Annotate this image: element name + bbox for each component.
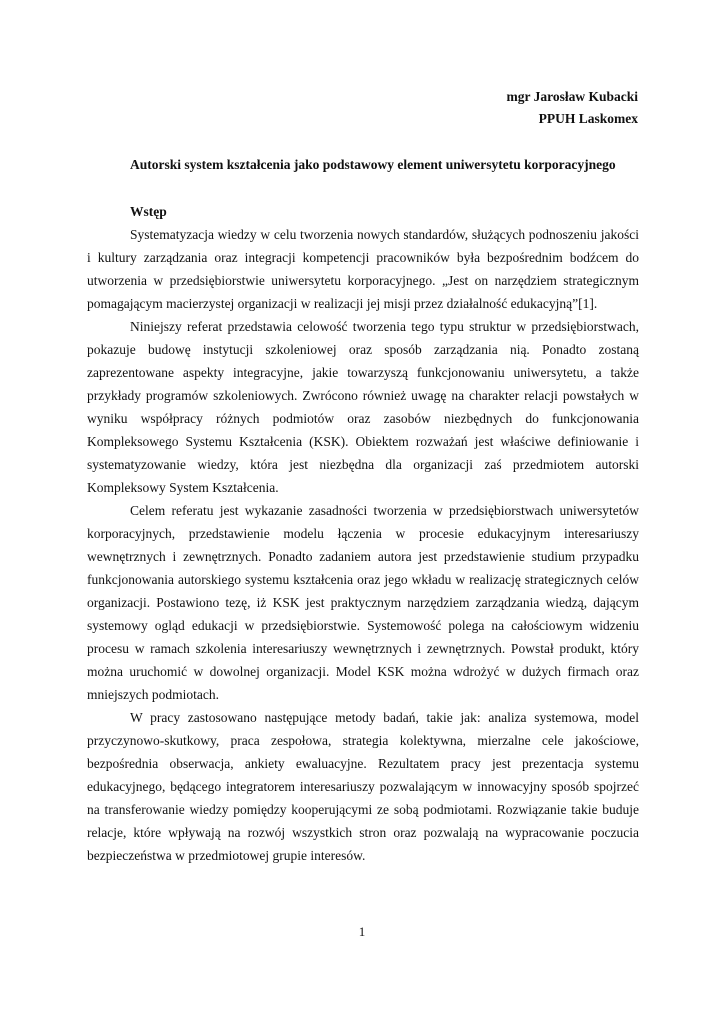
paragraph-1: Systematyzacja wiedzy w celu tworzenia nowych standardów, służących podnoszeniu jakości i kultury zarządzania oraz integracji kompetencji pracowników była bezpośrednim bodźcem do utworzenia w przedsiębiorstwie uniwersytetu korporacyjnego. „Jest on narzędziem strategicznym pomagającym macierzystej organizacji w realizacji jej misji przez działalność edukacyjną”[1].	[87, 227, 639, 311]
author-company: PPUH Laskomex	[538, 111, 638, 126]
author-name: mgr Jarosław Kubacki	[506, 89, 638, 104]
paragraph-3: Celem referatu jest wykazanie zasadności tworzenia w przedsiębiorstwach uniwersytetów korporacyjnych, przedstawienie modelu łączenia w procesie edukacyjnym interesariuszy wewnętrznych i zewnętrznych. Ponadto zadaniem autora jest przedstawienie studium przypadku funkcjonowania autorskiego systemu kształcenia oraz jego wkładu w realizację strategicznych celów organizacji. Postawiono tezę, iż KSK jest praktycznym narzędziem zarządzania wiedzą, dającym systemowy ogląd edukacji w przedsiębiorstwie. Systemowość polega na całościowym widzeniu procesu w ramach szkolenia interesariuszy wewnętrznych i zewnętrznych. Powstał produkt, który można uruchomić w dowolnej organizacji. Model KSK można wdrożyć w dużych firmach oraz mniejszych podmiotach.	[87, 503, 639, 702]
page-number: 1	[358, 924, 366, 939]
section-heading: Wstęp	[130, 204, 167, 219]
paragraph-2: Niniejszy referat przedstawia celowość tworzenia tego typu struktur w przedsiębiorstwach, pokazuje budowę instytucji szkoleniowej oraz sposób zarządzania nią. Ponadto zostaną zaprezentowane aspekty integracyjne, jakie towarzyszą funkcjonowaniu uniwersytetu, a także przykłady programów szkoleniowych. Zwrócono również uwagę na charakter relacji powstałych w wyniku współpracy różnych podmiotów oraz zasobów niezbędnych do funkcjonowania Kompleksowego Systemu Kształcenia (KSK). Obiektem rozważań jest właściwe definiowanie i systematyzowanie wiedzy, która jest niezbędna dla organizacji zaś przedmiotem autorski Kompleksowy System Kształcenia.	[87, 319, 639, 495]
document-body	[87, 223, 639, 867]
author-block	[506, 86, 638, 130]
paragraph-4: W pracy zastosowano następujące metody badań, takie jak: analiza systemowa, model przyczynowo-skutkowy, praca zespołowa, strategia kolektywna, mierzalne cele jakościowe, bezpośrednia obserwacja, ankiety ewaluacyjne. Rezultatem pracy jest prezentacja systemu edukacyjnego, będącego integratorem interesariuszy pozwalającym w innowacyjny sposób spojrzeć na transferowanie wiedzy pomiędzy kooperującymi ze sobą podmiotami. Rozwiązanie takie buduje relacje, które wpływają na rozwój wszystkich stron oraz pozwalają na wypracowanie poczucia bezpieczeństwa w przedmiotowej grupie interesów.	[87, 710, 639, 863]
document-title: Autorski system kształcenia jako podstawowy element uniwersytetu korporacyjnego	[130, 157, 616, 172]
